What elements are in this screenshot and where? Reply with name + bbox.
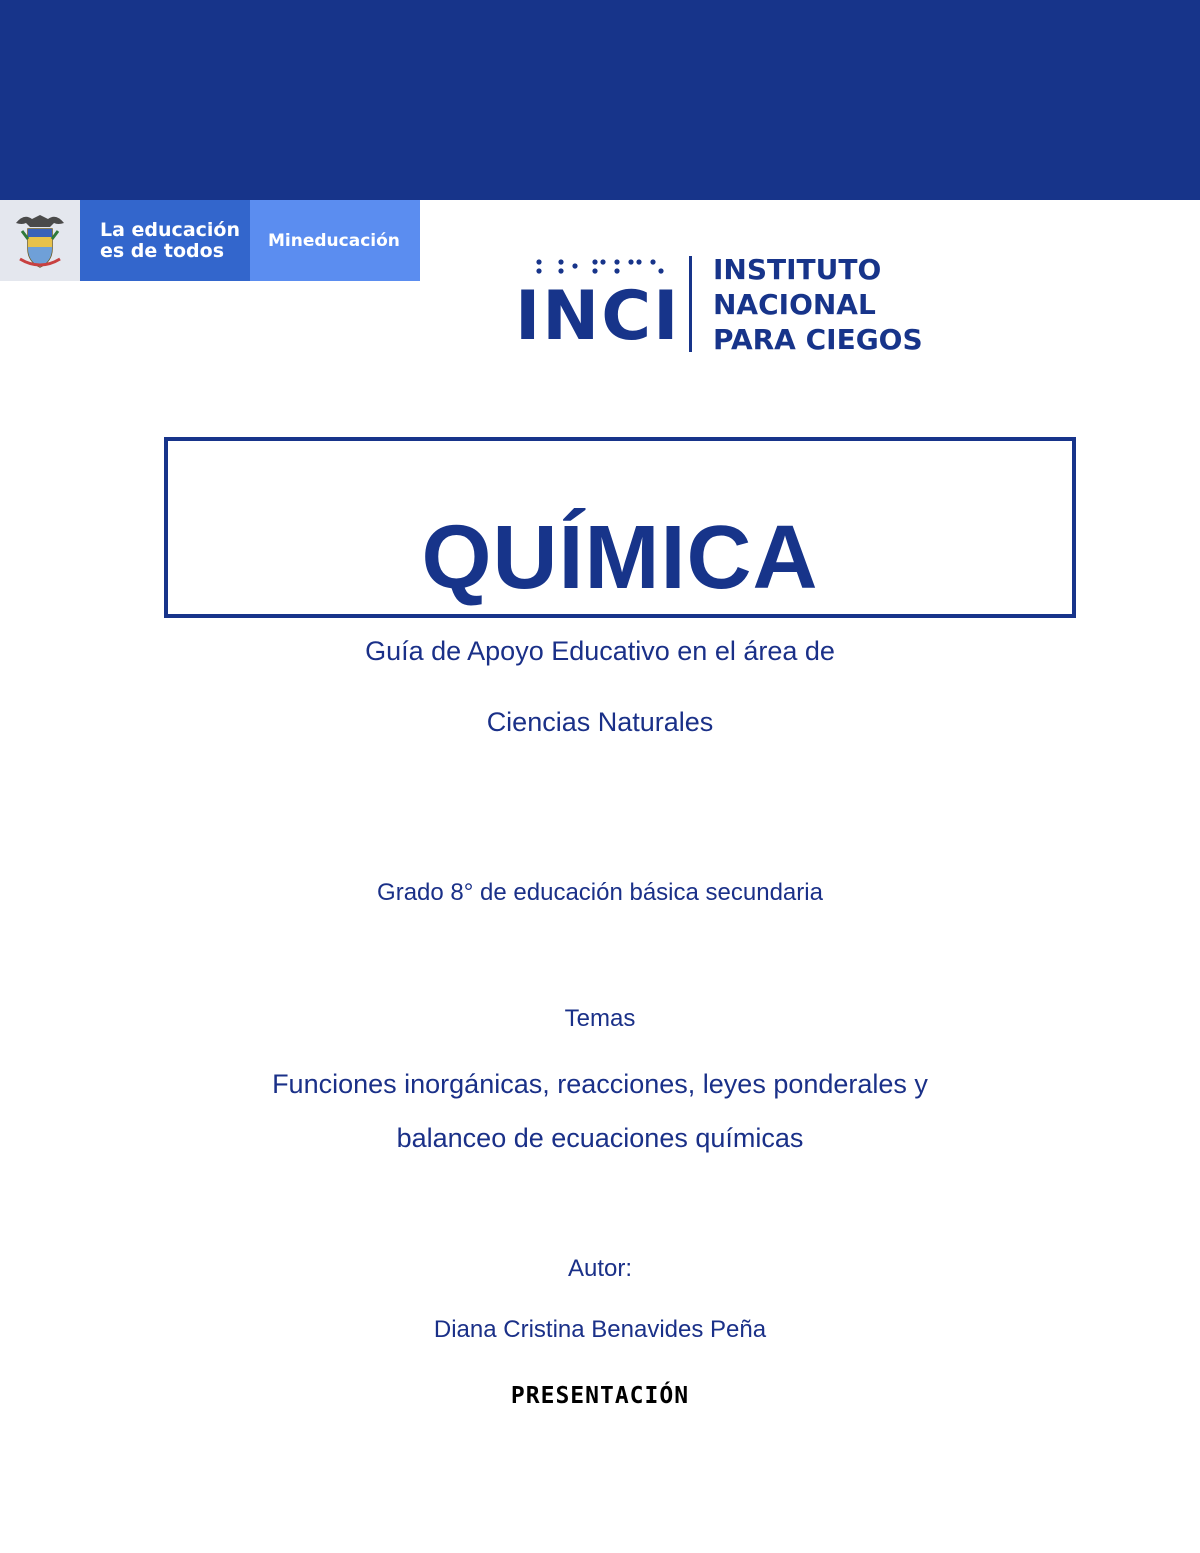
institute-name-line-1: INSTITUTO: [713, 253, 882, 286]
inci-acronym: INCI: [515, 277, 681, 356]
seal-container: [0, 200, 80, 281]
colombia-coat-of-arms-icon: [10, 209, 70, 273]
author-label: Autor:: [567, 1255, 633, 1282]
government-motto: [80, 200, 250, 281]
subtitle-line-2: Ciencias Naturales: [486, 707, 714, 737]
topics-label: Temas: [564, 1005, 636, 1032]
grade-line: Grado 8° de educación básica secundaria: [377, 879, 823, 906]
topics-line-2: balanceo de ecuaciones químicas: [396, 1123, 804, 1153]
author-name: Diana Cristina Benavides Peña: [433, 1316, 767, 1343]
motto-line-1: La educación: [100, 218, 240, 241]
institute-name: [713, 252, 923, 357]
ministry-label: Mineducación: [268, 230, 400, 251]
government-header-strip: [0, 200, 420, 281]
topics-line-1: Funciones inorgánicas, reacciones, leyes ponderales y: [272, 1069, 928, 1099]
institute-name-line-3: PARA CIEGOS: [713, 323, 923, 356]
braille-dots-icon: [523, 256, 673, 276]
motto-line-2: es de todos: [100, 239, 225, 262]
subtitle-line-1: Guía de Apoyo Educativo en el área de: [365, 636, 835, 666]
ministry-label-box: [250, 200, 420, 281]
top-banner: [0, 0, 1200, 200]
section-heading: PRESENTACIÓN: [510, 1383, 690, 1409]
document-title: QUÍMICA: [421, 508, 819, 608]
logo-divider: [689, 256, 692, 352]
inci-logo: [515, 252, 965, 354]
institute-name-line-2: NACIONAL: [713, 288, 876, 321]
